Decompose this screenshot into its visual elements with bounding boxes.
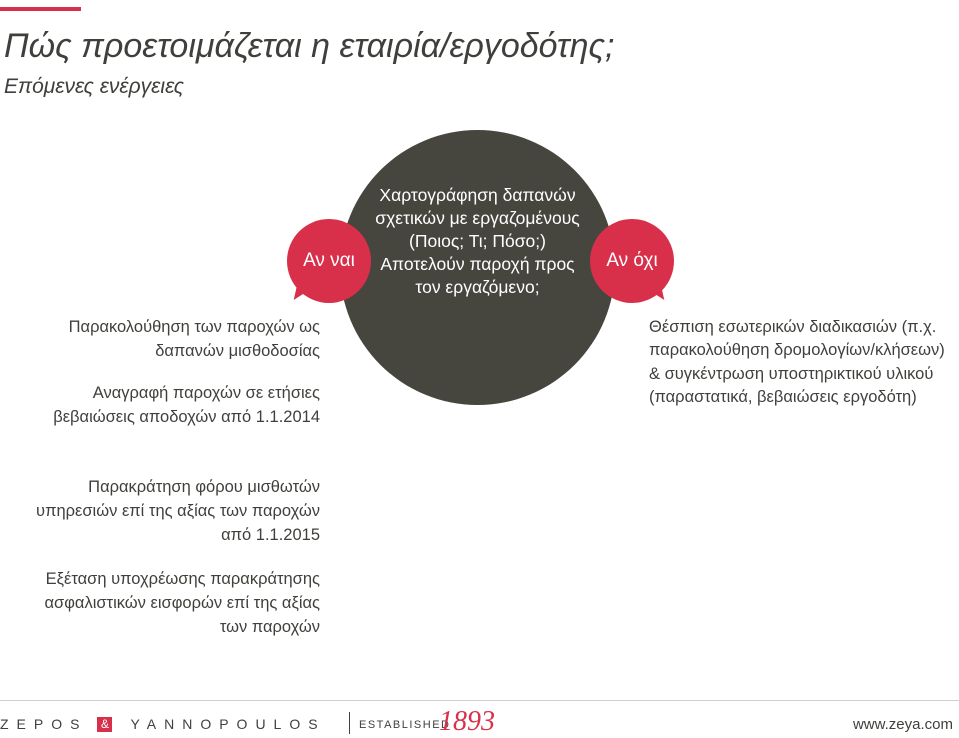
page-title: Πώς προετοιμάζεται η εταιρία/εργοδότης; — [4, 27, 615, 65]
right-procedures-text: Θέσπιση εσωτερικών διαδικασιών (π.χ. παρακολούθηση δρομολογίων/κλήσεων) & συγκέντρωση υποστηρικτικού υλικού (παραστατικά, βεβαιώσεις εργοδότη) — [649, 318, 945, 406]
footer-separator — [349, 712, 350, 734]
established-label: ESTABLISHED — [359, 719, 451, 731]
established-year: 1893 — [439, 706, 495, 737]
central-circle-text: Χαρτογράφηση δαπανών σχετικών με εργαζομένους (Ποιος; Τι; Πόσο;) Αποτελούν παροχή προς τον εργαζόμενο; — [375, 185, 580, 297]
left-item-insurance: Εξέταση υποχρέωσης παρακράτησης ασφαλιστικών εισφορών επί της αξίας των παροχών — [44, 570, 320, 636]
no-bubble-label: Αν όχι — [606, 250, 658, 271]
brand-ampersand: & — [97, 717, 112, 732]
yes-bubble-label: Αν ναι — [303, 250, 355, 271]
left-item-withholding: Παρακράτηση φόρου μισθωτών υπηρεσιών επί της αξίας των παροχών από 1.1.2015 — [36, 478, 320, 544]
footer-divider — [0, 700, 959, 701]
left-item-certificates: Αναγραφή παροχών σε ετήσιες βεβαιώσεις αποδοχών από 1.1.2014 — [53, 384, 320, 426]
website-link[interactable]: www.zeya.com — [852, 716, 953, 733]
accent-bar — [0, 7, 81, 11]
yes-bubble — [287, 219, 371, 303]
brand-logo — [0, 716, 326, 732]
left-item-payroll: Παρακολούθηση των παροχών ως δαπανών μισθοδοσίας — [68, 318, 320, 360]
brand-name-right: YANNOPOULOS — [130, 716, 326, 732]
page-subtitle: Επόμενες ενέργειες — [4, 75, 184, 98]
no-bubble — [590, 219, 674, 303]
brand-name-left: ZEPOS — [0, 716, 88, 732]
